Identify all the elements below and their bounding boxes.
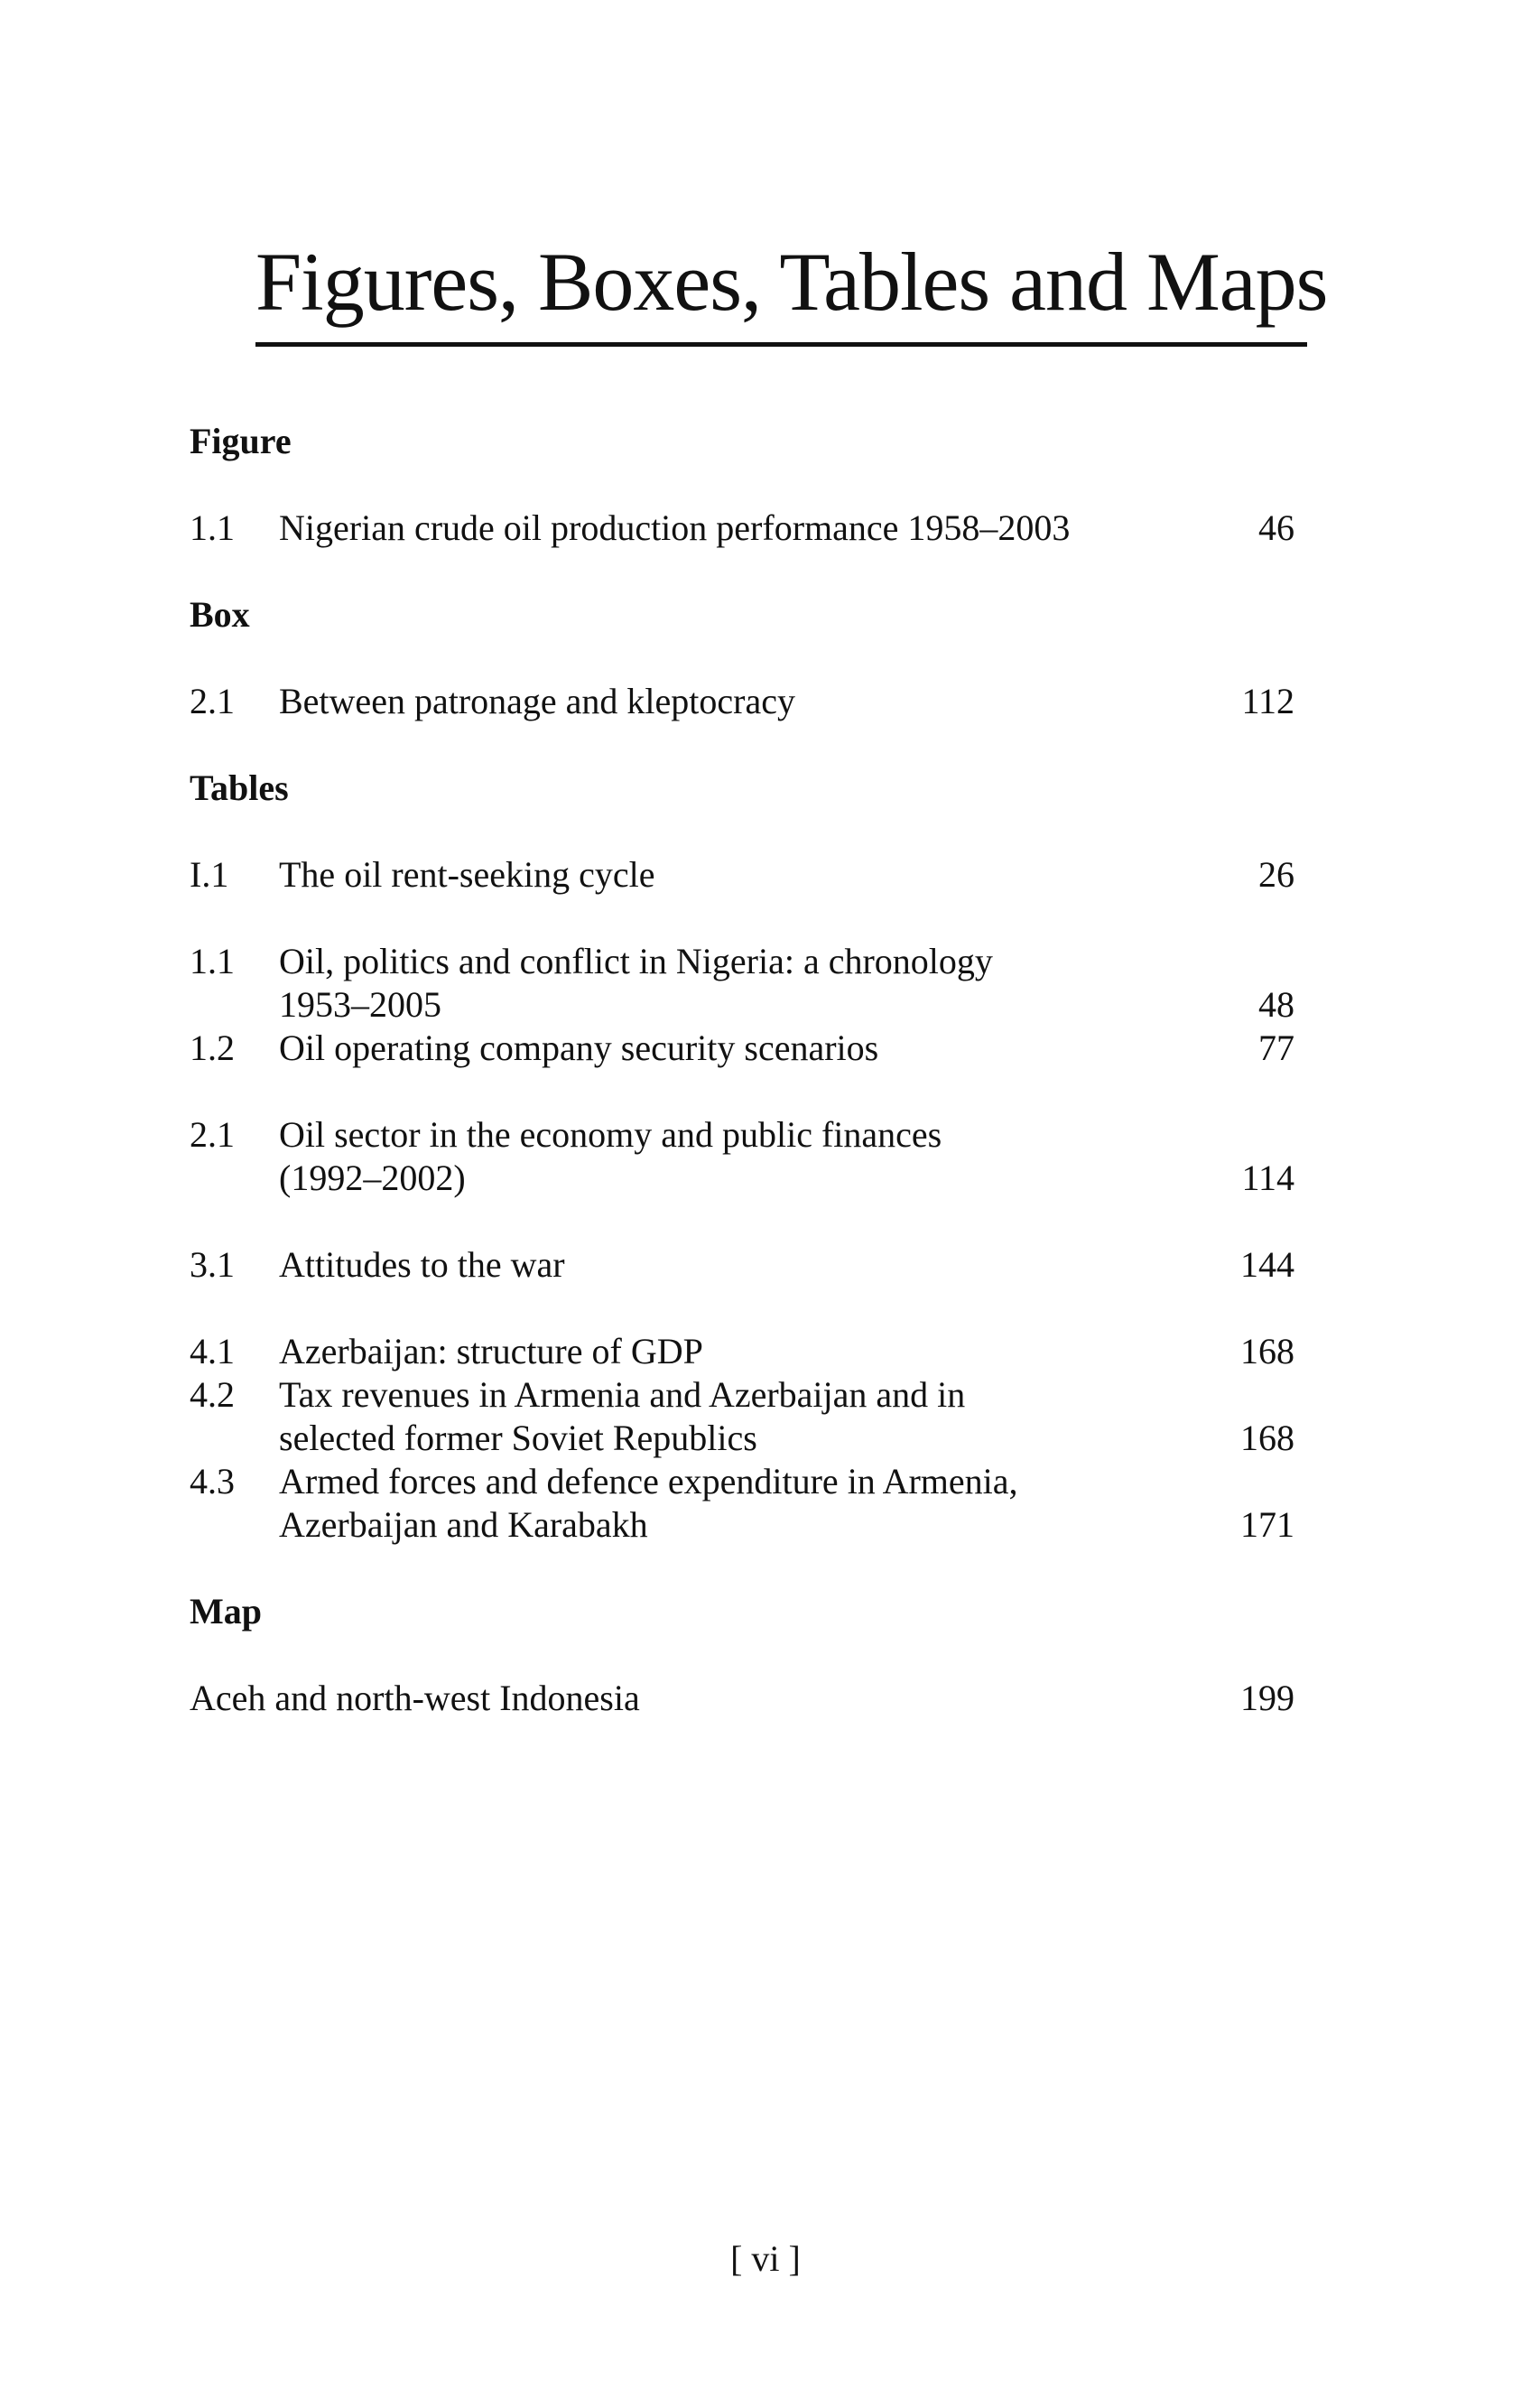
item-number: 1.1 bbox=[190, 941, 235, 981]
item-title-line: Between patronage and kleptocracy bbox=[279, 681, 795, 721]
item-page: 46 bbox=[1258, 507, 1294, 548]
item-title bbox=[279, 940, 1119, 1027]
item-title bbox=[279, 1113, 1119, 1200]
list-item bbox=[190, 1460, 1300, 1547]
item-title-line: Oil, politics and conflict in Nigeria: a chronology bbox=[279, 941, 993, 981]
list-item bbox=[190, 1113, 1300, 1200]
item-title-line: (1992–2002) bbox=[279, 1158, 466, 1198]
item-title bbox=[279, 1330, 1119, 1373]
list-item bbox=[190, 853, 1300, 897]
section-heading-tables: Tables bbox=[190, 767, 289, 808]
item-page: 26 bbox=[1258, 854, 1294, 895]
page-number: [ vi ] bbox=[730, 2238, 801, 2279]
item-title bbox=[279, 1373, 1119, 1460]
item-title bbox=[279, 680, 1119, 723]
item-page: 168 bbox=[1240, 1331, 1294, 1371]
item-number: 4.3 bbox=[190, 1461, 235, 1502]
item-title bbox=[279, 1243, 1119, 1287]
title-rule bbox=[255, 342, 1307, 347]
item-title bbox=[279, 1460, 1119, 1547]
item-page: 114 bbox=[1241, 1158, 1294, 1198]
item-title-line: Oil sector in the economy and public finances bbox=[279, 1114, 942, 1155]
list-item bbox=[190, 1330, 1300, 1373]
list-item bbox=[190, 1373, 1300, 1460]
list-item bbox=[190, 1243, 1300, 1287]
list-item bbox=[190, 940, 1300, 1027]
list-of-figures bbox=[190, 420, 1300, 1720]
item-number: I.1 bbox=[190, 854, 229, 895]
item-title-line: Azerbaijan: structure of GDP bbox=[279, 1331, 703, 1371]
item-title-line: 1953–2005 bbox=[279, 984, 441, 1025]
page-title: Figures, Boxes, Tables and Maps bbox=[255, 236, 1328, 328]
item-number: 1.2 bbox=[190, 1027, 235, 1068]
list-item bbox=[190, 1677, 1300, 1720]
item-title-line: selected former Soviet Republics bbox=[279, 1418, 757, 1458]
item-page: 144 bbox=[1240, 1244, 1294, 1285]
item-number: 4.2 bbox=[190, 1374, 235, 1415]
item-title-line: Oil operating company security scenarios bbox=[279, 1027, 879, 1068]
item-page: 77 bbox=[1258, 1027, 1294, 1068]
item-title bbox=[279, 853, 1119, 897]
item-number: 3.1 bbox=[190, 1244, 235, 1285]
item-title-line: Nigerian crude oil production performance 1958–2003 bbox=[279, 507, 1071, 548]
item-title-line: Aceh and north-west Indonesia bbox=[190, 1678, 640, 1718]
item-page: 168 bbox=[1240, 1418, 1294, 1458]
item-number: 4.1 bbox=[190, 1331, 235, 1371]
item-title-line: Armed forces and defence expenditure in Armenia, bbox=[279, 1461, 1018, 1502]
item-number: 2.1 bbox=[190, 1114, 235, 1155]
item-title bbox=[190, 1677, 1119, 1720]
section-heading-figure: Figure bbox=[190, 421, 292, 461]
item-page: 48 bbox=[1258, 984, 1294, 1025]
item-title-line: Attitudes to the war bbox=[279, 1244, 565, 1285]
item-title-line: Tax revenues in Armenia and Azerbaijan and in bbox=[279, 1374, 966, 1415]
item-title bbox=[279, 507, 1119, 550]
list-item bbox=[190, 680, 1300, 723]
item-number: 1.1 bbox=[190, 507, 235, 548]
item-title-line: Azerbaijan and Karabakh bbox=[279, 1504, 648, 1545]
section-heading-map: Map bbox=[190, 1591, 262, 1632]
section-heading-box: Box bbox=[190, 594, 250, 635]
list-item bbox=[190, 507, 1300, 550]
item-title-line: The oil rent-seeking cycle bbox=[279, 854, 655, 895]
item-number: 2.1 bbox=[190, 681, 235, 721]
item-page: 112 bbox=[1241, 681, 1294, 721]
item-title bbox=[279, 1027, 1119, 1070]
list-item bbox=[190, 1027, 1300, 1070]
item-page: 199 bbox=[1240, 1678, 1294, 1718]
item-page: 171 bbox=[1240, 1504, 1294, 1545]
